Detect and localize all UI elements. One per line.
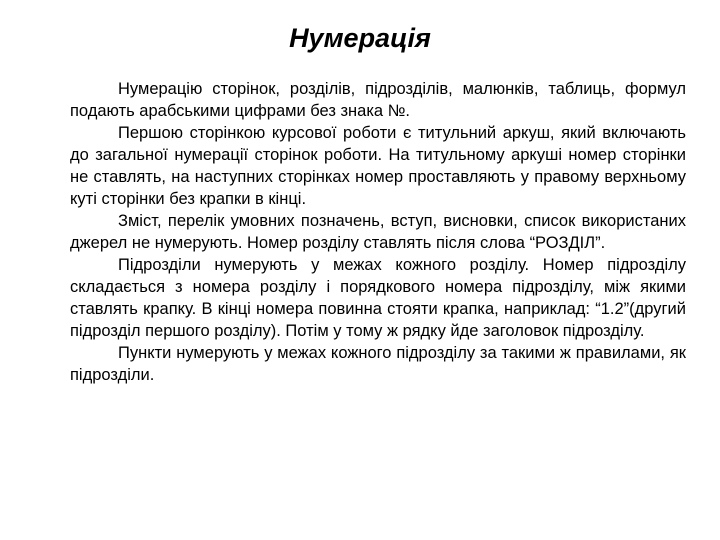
paragraph-items: Пункти нумерують у межах кожного підрозділу за такими ж правилами, як підрозділи. [70, 344, 686, 384]
slide-title: Нумерація [289, 23, 431, 53]
paragraph-numbering-format: Нумерацію сторінок, розділів, підрозділів, малюнків, таблиць, формул подають арабськими цифрами без знака №. [70, 80, 686, 120]
slide-body [70, 78, 686, 386]
paragraph-unnumbered-sections: Зміст, перелік умовних позначень, вступ, висновки, список використаних джерел не нумерують. Номер розділу ставлять після слова “РОЗДІЛ”. [70, 212, 686, 252]
paragraph-subsections: Підрозділи нумерують у межах кожного розділу. Номер підрозділу складається з номера розділу і порядкового номера підрозділу, між якими ставлять крапку. В кінці номера повинна стояти крапка, наприклад: “1.2”(другий підрозділ першого розділу). Потім у тому ж рядку йде заголовок підрозділу. [70, 256, 686, 340]
paragraph-title-page: Першою сторінкою курсової роботи є титульний аркуш, який включають до загальної нумерації сторінок роботи. На титульному аркуші номер сторінки не ставлять, на наступних сторінках номер проставляють у правому верхньому куті сторінки без крапки в кінці. [70, 124, 686, 208]
